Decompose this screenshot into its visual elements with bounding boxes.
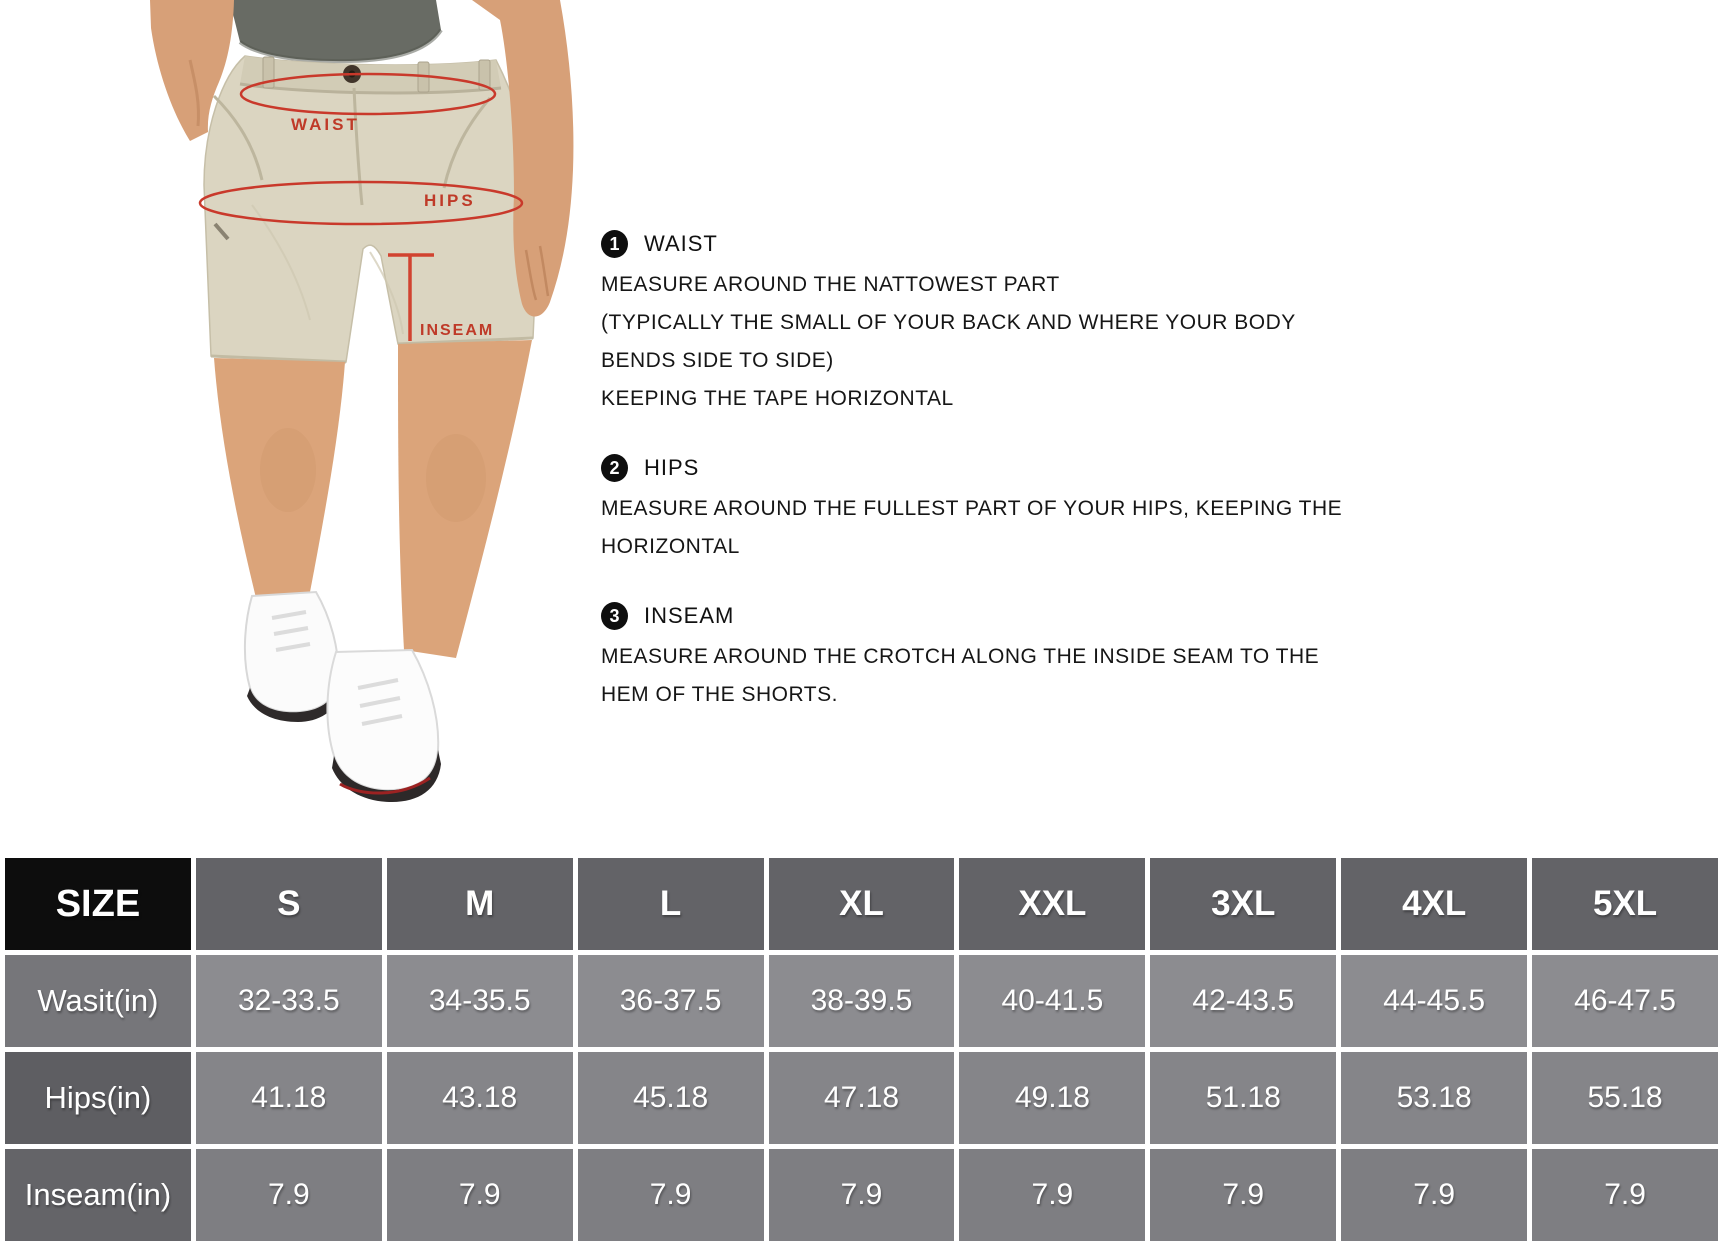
size-chart-cell: 46-47.5 <box>1532 955 1718 1047</box>
size-chart-header-cell: 5XL <box>1532 858 1718 950</box>
section-body <box>601 638 1371 714</box>
waist-label: WAIST <box>291 115 360 134</box>
size-chart-cell: 7.9 <box>1150 1149 1336 1241</box>
size-chart-cell: 7.9 <box>578 1149 764 1241</box>
size-chart-header-cell: M <box>387 858 573 950</box>
size-chart-corner-header: SIZE <box>5 858 191 950</box>
section-title: INSEAM <box>644 603 735 628</box>
size-chart-cell: 7.9 <box>196 1149 382 1241</box>
instruction-line: KEEPING THE TAPE HORIZONTAL <box>601 387 954 410</box>
size-chart-cell: 7.9 <box>1341 1149 1527 1241</box>
size-chart-header-cell: XXL <box>959 858 1145 950</box>
instruction-section-inseam <box>601 602 1371 714</box>
size-chart-cell: 45.18 <box>578 1052 764 1144</box>
size-chart-cell: 7.9 <box>959 1149 1145 1241</box>
size-chart-row-label: Hips(in) <box>5 1052 191 1144</box>
model-photo <box>0 0 620 858</box>
size-chart-cell: 7.9 <box>1532 1149 1718 1241</box>
instruction-line: MEASURE AROUND THE FULLEST PART OF YOUR HIPS, KEEPING THE <box>601 497 1343 520</box>
measuring-instructions <box>601 230 1371 750</box>
instruction-line: HEM OF THE SHORTS. <box>601 683 838 706</box>
instruction-line: HORIZONTAL <box>601 535 740 558</box>
section-body <box>601 266 1371 418</box>
size-chart-header-cell: XL <box>769 858 955 950</box>
section-heading <box>601 602 1371 630</box>
size-chart-cell: 36-37.5 <box>578 955 764 1047</box>
instruction-line: MEASURE AROUND THE NATTOWEST PART <box>601 273 1060 296</box>
size-chart-row-label: Wasit(in) <box>5 955 191 1047</box>
section-heading <box>601 454 1371 482</box>
size-chart-cell: 43.18 <box>387 1052 573 1144</box>
hips-label: HIPS <box>424 191 476 210</box>
size-chart-cell: 38-39.5 <box>769 955 955 1047</box>
instruction-line: BENDS SIDE TO SIDE) <box>601 349 834 372</box>
size-chart-cell: 32-33.5 <box>196 955 382 1047</box>
number-badge-1: 1 <box>601 230 628 258</box>
instruction-section-hips <box>601 454 1371 566</box>
model-illustration <box>0 0 620 858</box>
size-chart-row-label: Inseam(in) <box>5 1149 191 1241</box>
size-chart-cell: 44-45.5 <box>1341 955 1527 1047</box>
size-chart-cell: 47.18 <box>769 1052 955 1144</box>
size-chart-cell: 34-35.5 <box>387 955 573 1047</box>
size-chart-cell: 51.18 <box>1150 1052 1336 1144</box>
left-shoe <box>245 592 338 712</box>
size-chart-cell: 7.9 <box>769 1149 955 1241</box>
number-badge-2: 2 <box>601 454 628 482</box>
size-chart-cell: 49.18 <box>959 1052 1145 1144</box>
right-knee-shading <box>426 434 486 522</box>
instruction-line: MEASURE AROUND THE CROTCH ALONG THE INSIDE SEAM TO THE <box>601 645 1320 668</box>
section-title: WAIST <box>644 231 718 256</box>
section-title: HIPS <box>644 455 700 480</box>
instruction-line: (TYPICALLY THE SMALL OF YOUR BACK AND WHERE YOUR BODY <box>601 311 1296 334</box>
section-heading <box>601 230 1371 258</box>
size-chart-header-cell: S <box>196 858 382 950</box>
size-chart-cell: 40-41.5 <box>959 955 1145 1047</box>
size-chart-header-cell: 3XL <box>1150 858 1336 950</box>
section-body <box>601 490 1371 566</box>
size-chart-cell: 53.18 <box>1341 1052 1527 1144</box>
size-chart-cell: 41.18 <box>196 1052 382 1144</box>
size-chart-table <box>0 853 1723 1246</box>
size-chart-cell: 42-43.5 <box>1150 955 1336 1047</box>
size-chart-header-cell: L <box>578 858 764 950</box>
size-chart-cell: 7.9 <box>387 1149 573 1241</box>
number-badge-3: 3 <box>601 602 628 630</box>
inseam-label: INSEAM <box>420 322 495 339</box>
left-knee-shading <box>260 428 316 512</box>
size-chart-cell: 55.18 <box>1532 1052 1718 1144</box>
instruction-section-waist <box>601 230 1371 418</box>
size-chart-header-cell: 4XL <box>1341 858 1527 950</box>
